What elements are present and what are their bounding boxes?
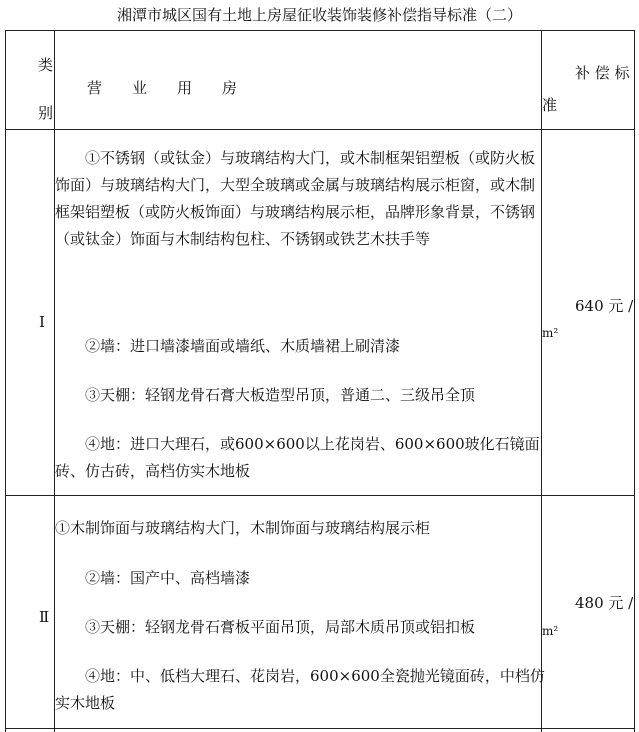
row-2-item-1: ①木制饰面与玻璃结构大门，木制饰面与玻璃结构展示柜 — [55, 519, 431, 537]
row-1-item-3: ③天棚：轻钢龙骨石膏大板造型吊顶，普通二、三级吊全顶 — [55, 386, 476, 404]
row-1-category: Ⅰ — [39, 313, 45, 331]
table-border-right — [634, 30, 635, 732]
row-2-item-3: ③天棚：轻钢龙骨石膏板平面吊顶，局部木质吊顶或铝扣板 — [55, 618, 476, 636]
row-2-category: Ⅱ — [39, 608, 50, 626]
row-2-item-4: ④地：中、低档大理石、花岗岩，600×600全瓷抛光镜面砖，中档仿实木地板 — [55, 667, 545, 712]
row-divider-header — [5, 129, 635, 130]
row-1-unit: m² — [542, 326, 559, 340]
row-1-item-2: ②墙：进口墙漆墙面或墙纸、木质墙裙上刷清漆 — [55, 337, 401, 355]
row-1-price: 640 元 / — [575, 297, 634, 315]
row-2-item-2: ②墙：国产中、高档墙漆 — [55, 569, 251, 587]
row-divider-1 — [5, 495, 635, 496]
document-title: 湘潭市城区国有土地上房屋征收装饰装修补偿指导标准（二） — [116, 6, 522, 24]
row-2-price: 480 元 / — [575, 594, 634, 612]
header-category-bottom: 别 — [38, 104, 54, 122]
header-standard-bottom: 准 — [542, 96, 558, 114]
row-2-unit: m² — [542, 624, 559, 638]
table-border-left — [5, 30, 6, 732]
standards-table — [5, 30, 635, 732]
header-standard-top: 补 偿 标 — [575, 64, 630, 82]
row-divider-2 — [5, 728, 635, 729]
header-category-top: 类 — [38, 56, 54, 74]
row-1-item-4: ④地：进口大理石，或600×600以上花岗岩、600×600玻化石镜面砖、仿古砖，高档仿实木地板 — [55, 435, 540, 480]
header-content: 营 业 用 房 — [87, 79, 238, 97]
row-1-item-1: ①不锈钢（或钛金）与玻璃结构大门，或木制框架铝塑板（或防火板饰面）与玻璃结构大门，大型全玻璃或金属与玻璃结构展示柜窗，或木制框架铝塑板（或防火板饰面）与玻璃结构展示柜，品牌形象背景，不锈钢（或钛金）饰面与木制结构包柱、不锈钢或铁艺木扶手等 — [55, 149, 536, 248]
